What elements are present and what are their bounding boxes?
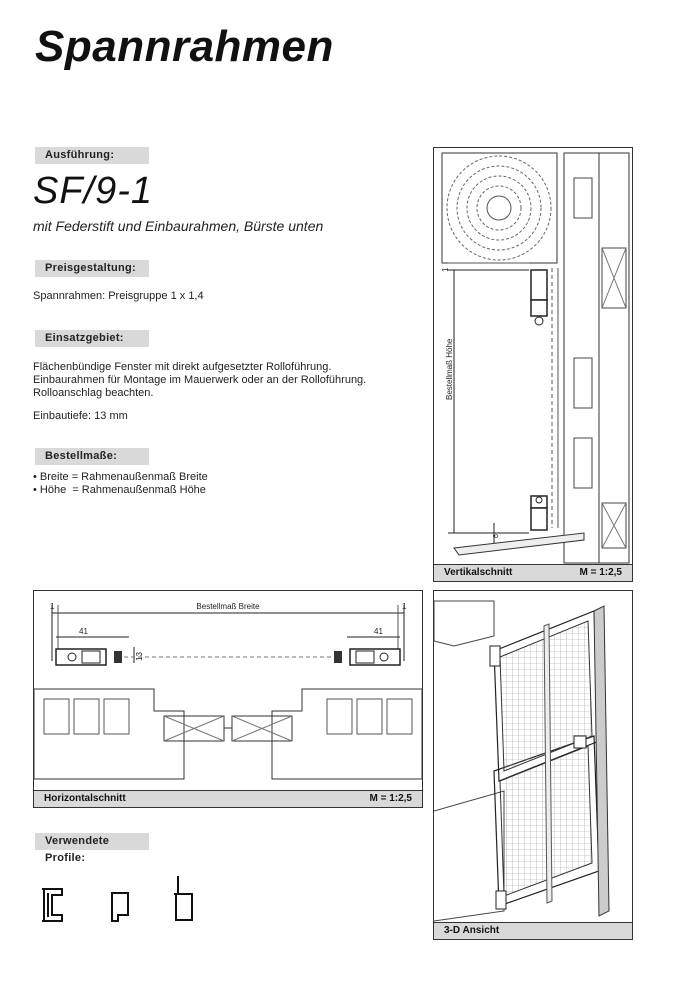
vertical-section-drawing [434, 148, 632, 565]
vertical-dim-bottom: 6 [493, 534, 500, 538]
usage-text [33, 361, 366, 423]
page-title: Spannrahmen [35, 22, 334, 71]
section-label-einsatzgebiet: Einsatzgebiet: [35, 330, 149, 347]
vertical-caption-title: Vertikalschnitt [444, 567, 513, 578]
model-description: mit Federstift und Einbaurahmen, Bürste unten [33, 218, 324, 234]
order-dimension-item: • Breite = Rahmenaußenmaß Breite [33, 471, 208, 483]
profile-small-frame-icon [108, 889, 132, 925]
vertical-dim-label: Bestellmaß Höhe [445, 338, 454, 400]
horizontal-section-panel [33, 590, 423, 808]
3d-view-caption [434, 922, 632, 939]
order-dimensions-list [33, 471, 208, 497]
horizontal-dim-left: 1 [50, 602, 55, 611]
vertical-section-caption [434, 564, 632, 581]
profile-frame-icon [40, 885, 70, 925]
section-label-preisgestaltung: Preisgestaltung: [35, 260, 149, 277]
vertical-dim-top: 1 [441, 267, 450, 272]
model-number: SF/9-1 [33, 170, 154, 212]
price-text: Spannrahmen: Preisgruppe 1 x 1,4 [33, 290, 204, 302]
horizontal-section-drawing [34, 591, 422, 791]
horizontal-dim-label: Bestellmaß Breite [196, 602, 260, 611]
dim-41-right: 41 [374, 627, 383, 636]
3d-view-drawing [434, 591, 632, 923]
order-dimension-item: • Höhe = Rahmenaußenmaß Höhe [33, 484, 206, 496]
horizontal-caption-title: Horizontalschnitt [44, 793, 126, 804]
installation-depth: Einbautiefe: 13 mm [33, 410, 128, 422]
dim-13: 13 [135, 652, 144, 661]
vertical-section-panel [433, 147, 633, 582]
usage-line: Rolloanschlag beachten. [33, 387, 154, 399]
vertical-caption-scale: M = 1:2,5 [579, 567, 622, 578]
profile-tall-frame-icon [170, 874, 196, 926]
horizontal-caption-scale: M = 1:2,5 [369, 793, 412, 804]
dim-41-left: 41 [79, 627, 88, 636]
3d-view-panel [433, 590, 633, 940]
horizontal-dim-right: 1 [402, 602, 407, 611]
3d-caption-title: 3-D Ansicht [444, 925, 500, 936]
section-label-bestellmasse: Bestellmaße: [35, 448, 149, 465]
section-label-profile: Verwendete Profile: [35, 833, 149, 850]
usage-line: Flächenbündige Fenster mit direkt aufgesetzter Rolloführung. [33, 361, 332, 373]
section-label-ausfuehrung: Ausführung: [35, 147, 149, 164]
usage-line: Einbaurahmen für Montage im Mauerwerk oder an der Rolloführung. [33, 374, 367, 386]
horizontal-section-caption [34, 790, 422, 807]
